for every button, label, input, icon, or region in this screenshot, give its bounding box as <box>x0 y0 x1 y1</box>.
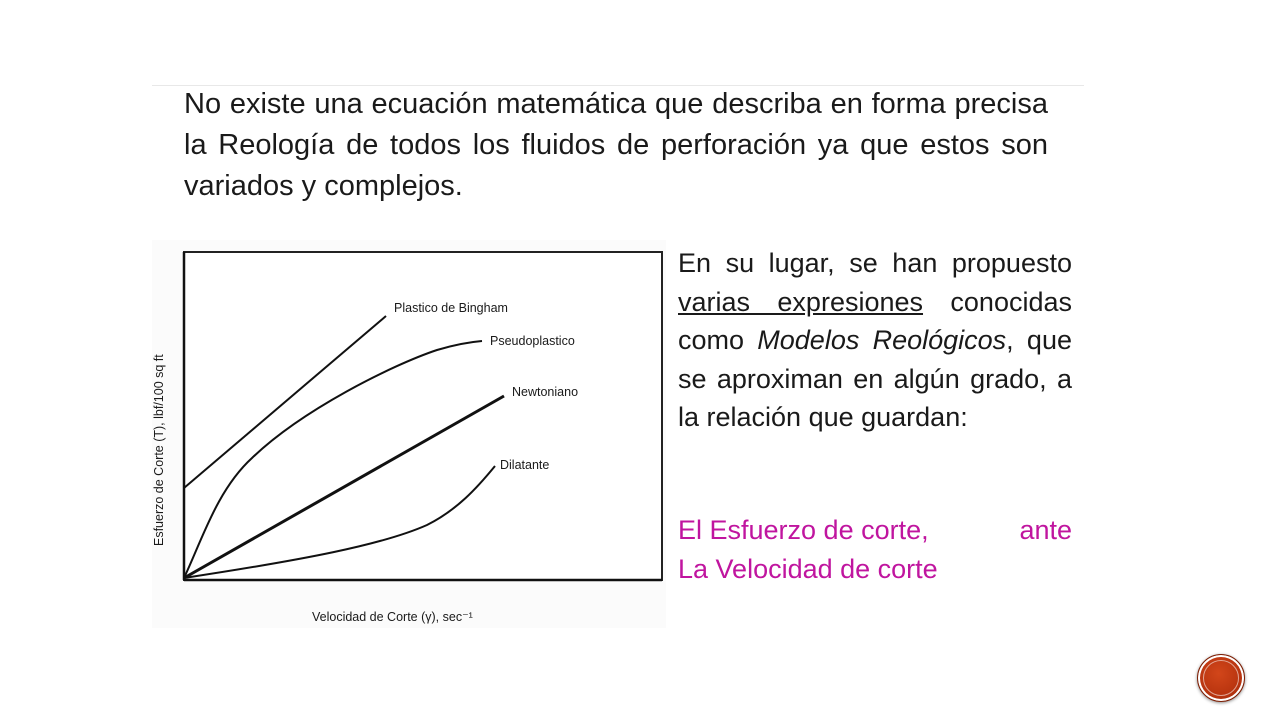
label-bingham: Plastico de Bingham <box>394 301 508 315</box>
highlight-line1-start: El Esfuerzo de corte, <box>678 515 929 545</box>
highlight-line1-end: ante <box>1019 515 1072 545</box>
models-text-b: conocidas como <box>678 286 1072 356</box>
models-text-c: , que se aproximan en algún grado, a la relación que guardan: <box>678 325 1072 433</box>
next-slide-button[interactable] <box>1197 654 1245 702</box>
highlight-line2: La Velocidad de corte <box>678 553 938 584</box>
label-pseudoplastic: Pseudoplastico <box>490 334 575 348</box>
highlight-text <box>678 511 1072 588</box>
models-text-italic: Modelos Reológicos <box>757 325 1007 356</box>
y-axis-label: Esfuerzo de Corte (T), lbf/100 sq ft <box>152 354 166 546</box>
models-text-a: En su lugar, se han propuesto <box>678 248 1072 278</box>
rheology-diagram <box>152 240 666 628</box>
models-text-underlined: varias expresiones <box>678 286 924 317</box>
rheology-figure <box>152 240 666 628</box>
intro-paragraph: No existe una ecuación matemática que describa en forma precisa la Reología de todos los fluidos de perforación ya que estos son variados y complejos. <box>184 88 1048 202</box>
label-dilatant: Dilatante <box>500 458 550 472</box>
models-paragraph <box>678 244 1072 437</box>
x-axis-label: Velocidad de Corte (γ), sec⁻¹ <box>312 610 473 624</box>
next-slide-icon <box>1203 660 1239 696</box>
label-newtonian: Newtoniano <box>512 385 579 399</box>
